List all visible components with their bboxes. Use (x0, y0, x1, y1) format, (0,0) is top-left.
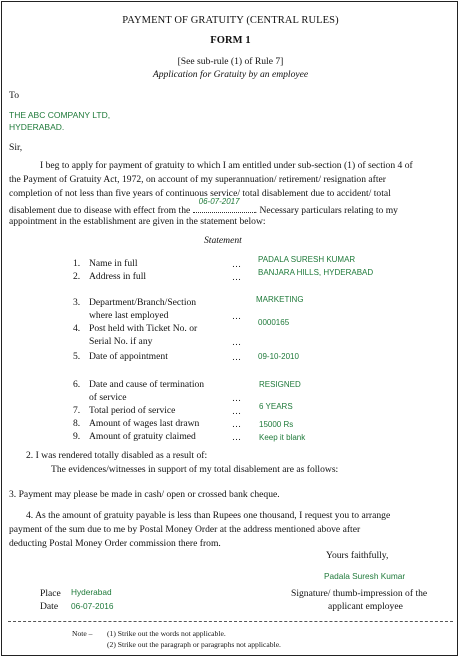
item-label-cont: Serial No. if any (89, 336, 153, 347)
place-label: Place (40, 588, 61, 599)
note-item-1: (1) Strike out the words not applicable. (107, 629, 226, 638)
para1-line1: I beg to apply for payment of gratuity to which I am entitled under sub-section (1) of section 4 of (40, 160, 413, 171)
item-ellipsis: … (232, 393, 242, 403)
item-label: Total period of service (89, 405, 176, 416)
item-ellipsis: … (232, 432, 242, 442)
item-ellipsis: … (232, 259, 242, 269)
para1-line4-start: disablement due to disease with effect from the (9, 205, 191, 216)
para1-line4 (9, 197, 398, 216)
item-label-cont: where last employed (89, 310, 169, 321)
signature-label-cont: applicant employee (328, 601, 403, 612)
item-label: Amount of wages last drawn (89, 418, 200, 429)
item-number: 7. (73, 405, 81, 416)
para1-line4-end: . Necessary particulars relating to my (254, 205, 398, 216)
item-label: Date and cause of termination (89, 379, 205, 390)
item-value-wages: 15000 Rs (259, 420, 294, 429)
statement-heading: Statement (204, 235, 242, 246)
form-subtitle: Application for Gratuity by an employee (152, 69, 309, 80)
item-ellipsis: … (232, 337, 242, 347)
signature-label: Signature/ thumb-impression of the (291, 588, 428, 599)
form-title: PAYMENT OF GRATUITY (CENTRAL RULES) (122, 15, 339, 26)
subrule-reference: [See sub-rule (1) of Rule 7] (177, 56, 284, 67)
page-border (1, 1, 458, 656)
item-value-appointment: 09-10-2010 (258, 352, 299, 361)
to-label: To (9, 90, 19, 101)
item-ellipsis: … (232, 406, 242, 416)
para4-line3: deducting Postal Money Order commission there from. (9, 538, 221, 549)
item-ellipsis: … (232, 419, 242, 429)
salutation: Sir, (9, 142, 23, 153)
note-item-2: (2) Strike out the paragraph or paragraphs not applicable. (107, 640, 281, 649)
yours-faithfully: Yours faithfully, (326, 550, 389, 561)
form-number: FORM 1 (210, 35, 251, 46)
item-value-gratuity: Keep it blank (259, 433, 306, 442)
place-value: Hyderabad (71, 587, 112, 597)
item-label: Amount of gratuity claimed (89, 431, 196, 442)
item-number: 2. (73, 271, 81, 282)
item-number: 8. (73, 418, 81, 429)
item-number: 5. (73, 351, 81, 362)
item-label-cont: of service (89, 392, 127, 403)
para2-line1: 2. I was rendered totally disabled as a result of: (26, 450, 208, 461)
item-value-address: BANJARA HILLS, HYDERABAD (258, 268, 374, 277)
item-value-post: 0000165 (258, 318, 290, 327)
item-value-termination: RESIGNED (259, 380, 301, 389)
item-label: Post held with Ticket No. or (89, 323, 198, 334)
signer-name: Padala Suresh Kumar (324, 571, 406, 581)
item-label: Department/Branch/Section (89, 297, 197, 308)
dashed-divider (8, 621, 453, 622)
date-value: 06-07-2016 (71, 601, 114, 611)
date-label: Date (40, 601, 59, 612)
company-name: THE ABC COMPANY LTD, (9, 110, 111, 120)
item-label: Address in full (89, 271, 147, 282)
item-ellipsis: … (232, 352, 242, 362)
para1-line3: completion of not less than five years of continuous service/ total disablement due to accident/ total (9, 188, 391, 199)
item-number: 3. (73, 297, 81, 308)
item-value-department: MARKETING (256, 295, 304, 304)
effect-date-field (193, 197, 255, 213)
effect-date-value: 06-07-2017 (198, 197, 240, 206)
item-ellipsis: … (232, 272, 242, 282)
item-number: 9. (73, 431, 81, 442)
para2-line2: The evidences/witnesses in support of my total disablement are as follows: (51, 464, 339, 475)
item-number: 6. (73, 379, 81, 390)
item-number: 4. (73, 323, 81, 334)
item-label: Name in full (89, 258, 138, 269)
para4-line2: payment of the sum due to me by Postal Money Order at the address mentioned above after (9, 524, 361, 535)
para1-line5: appointment in the establishment are given in the statement below: (9, 216, 266, 227)
item-label: Date of appointment (89, 351, 168, 362)
item-number: 1. (73, 258, 81, 269)
para1-line2: the Payment of Gratuity Act, 1972, on account of my superannuation/ retirement/ resignation after (9, 174, 386, 185)
company-city: HYDERABAD. (9, 122, 65, 132)
para3: 3. Payment may please be made in cash/ open or crossed bank cheque. (9, 489, 280, 500)
note-label: Note – (72, 629, 93, 638)
item-value-period: 6 YEARS (259, 402, 293, 411)
item-ellipsis: … (232, 311, 242, 321)
item-value-name: PADALA SURESH KUMAR (258, 255, 356, 264)
para4-line1: 4. As the amount of gratuity payable is less than Rupees one thousand, I request you to arrange (26, 510, 391, 521)
